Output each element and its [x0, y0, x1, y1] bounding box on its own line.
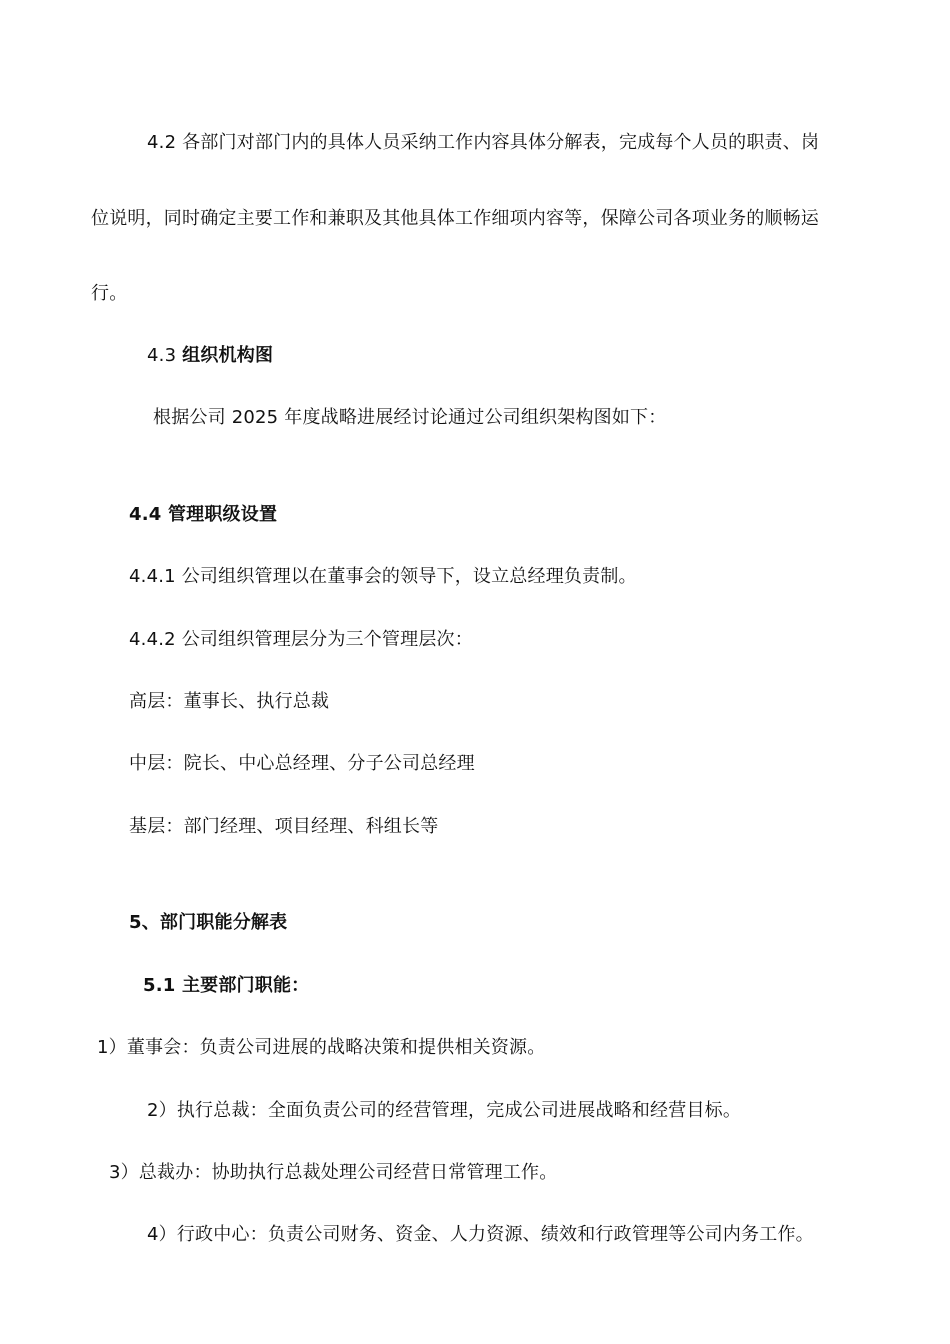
dept-item-president-office: 3）总裁办：协助执行总裁处理公司经营日常管理工作。: [109, 1162, 558, 1183]
section-4-3-title: 组织机构图: [182, 345, 274, 366]
section-4-4-2: 4.4.2 公司组织管理层分为三个管理层次：: [129, 629, 473, 650]
level-base: 基层：部门经理、项目经理、科组长等: [129, 816, 439, 837]
section-5-1-title: 5.1 主要部门职能：: [143, 975, 310, 996]
section-4-2-line-2: 位说明，同时确定主要工作和兼职及其他具体工作细项内容等，保障公司各项业务的顺畅运: [91, 208, 819, 229]
dept-item-executive-president: 2）执行总裁：全面负责公司的经营管理，完成公司进展战略和经营目标。: [147, 1100, 742, 1121]
level-middle: 中层：院长、中心总经理、分子公司总经理: [129, 753, 475, 774]
dept-item-admin-center: 4）行政中心：负责公司财务、资金、人力资源、绩效和行政管理等公司内务工作。: [147, 1224, 814, 1245]
section-4-2-line-1: 4.2 各部门对部门内的具体人员采纳工作内容具体分解表，完成每个人员的职责、岗: [147, 132, 820, 153]
section-4-4-1: 4.4.1 公司组织管理以在董事会的领导下，设立总经理负责制。: [129, 566, 637, 587]
dept-item-board: 1）董事会：负责公司进展的战略决策和提供相关资源。: [97, 1037, 546, 1058]
section-4-2-line-3: 行。: [91, 283, 128, 304]
section-4-3-heading: [147, 344, 273, 368]
section-4-3-number: 4.3: [147, 345, 177, 366]
level-high: 高层：董事长、执行总裁: [129, 691, 330, 712]
section-5-title: 5、部门职能分解表: [129, 912, 288, 933]
section-4-4-title: 4.4 管理职级设置: [129, 504, 278, 525]
section-4-3-body: 根据公司 2025 年度战略进展经讨论通过公司组织架构图如下：: [153, 407, 667, 428]
